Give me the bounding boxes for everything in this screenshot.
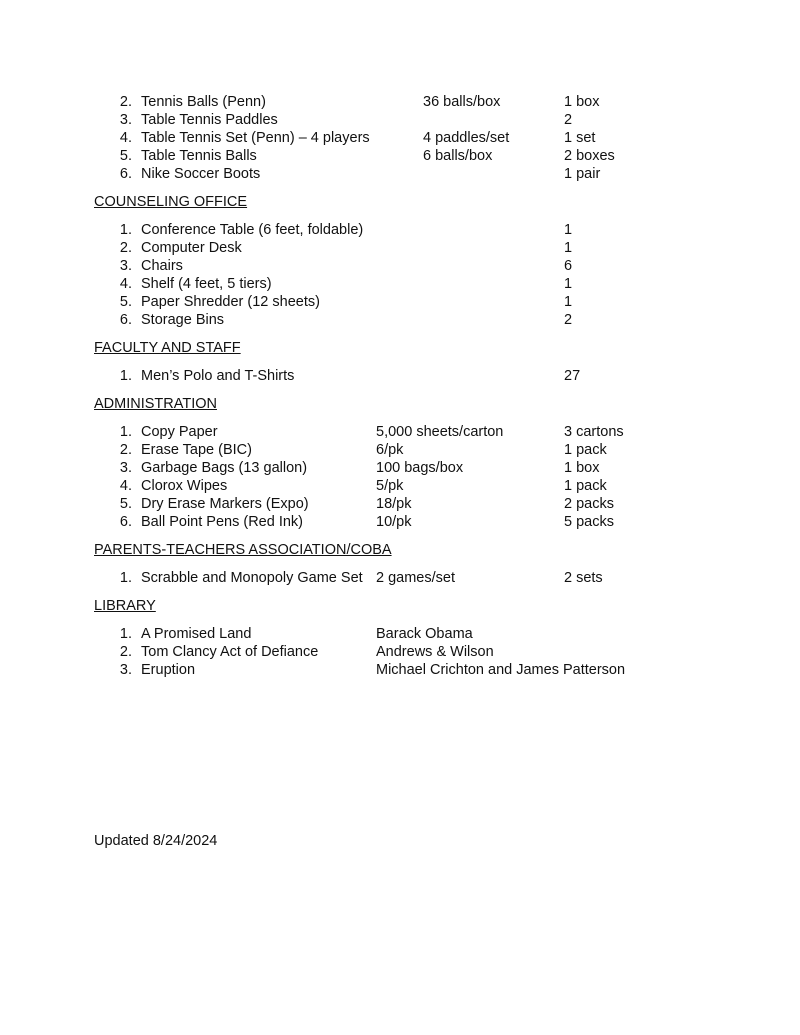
updated-date: Updated 8/24/2024 bbox=[94, 833, 218, 849]
section-heading-faculty: FACULTY AND STAFF bbox=[94, 340, 241, 356]
document-page: 2. Tennis Balls (Penn) 36 balls/box 1 box 3. Table Tennis Paddles 2 4. Table Tennis Set (Penn) – 4 players 4 paddles/set 1 set 5. Table Tennis Balls 6 balls/box 2 boxes 6. Nike Soccer Boots 1 pair COUNSELING OFFICE 1. Conference Table (6 feet, foldable) 1 2. Computer Desk 1 3. Chairs 6 4. Shelf (4 feet, 5 tiers) 1 5. Paper Shredder (12 sheets) 1 6. Storage Bins 2 FACULTY AND STAFF 1. Men’s Polo and T-Shirts 27 ADMINISTRATION 1. Copy Paper 5,000 sheets/carton 3 cartons 2. Erase Tape (BIC) 6/pk 1 pack 3. Garbage Bags (13 gallon) 100 bags/box 1 box 4. Clorox Wipes 5/pk 1 pack 5. Dry Erase Markers (Expo) 18/pk 2 packs 6. Ball Point Pens (Red Ink) 10/pk 5 packs PARENTS-TEACHERS ASSOCIATION/COBA 1. Scrabble and Monopoly Game Set 2 games/set 2 sets LIBRARY 1. A Promised Land Barack Obama 2. Tom Clancy Act of Defiance Andrews & Wilson 3. Eruption Michael Crichton and James Patterson Updated 8/24/2024 bbox=[94, 94, 626, 849]
section-heading-pta: PARENTS-TEACHERS ASSOCIATION/COBA bbox=[94, 542, 392, 558]
section-heading-library: LIBRARY bbox=[94, 598, 156, 614]
section-heading-counseling: COUNSELING OFFICE bbox=[94, 194, 248, 210]
section-heading-administration: ADMINISTRATION bbox=[94, 396, 217, 412]
